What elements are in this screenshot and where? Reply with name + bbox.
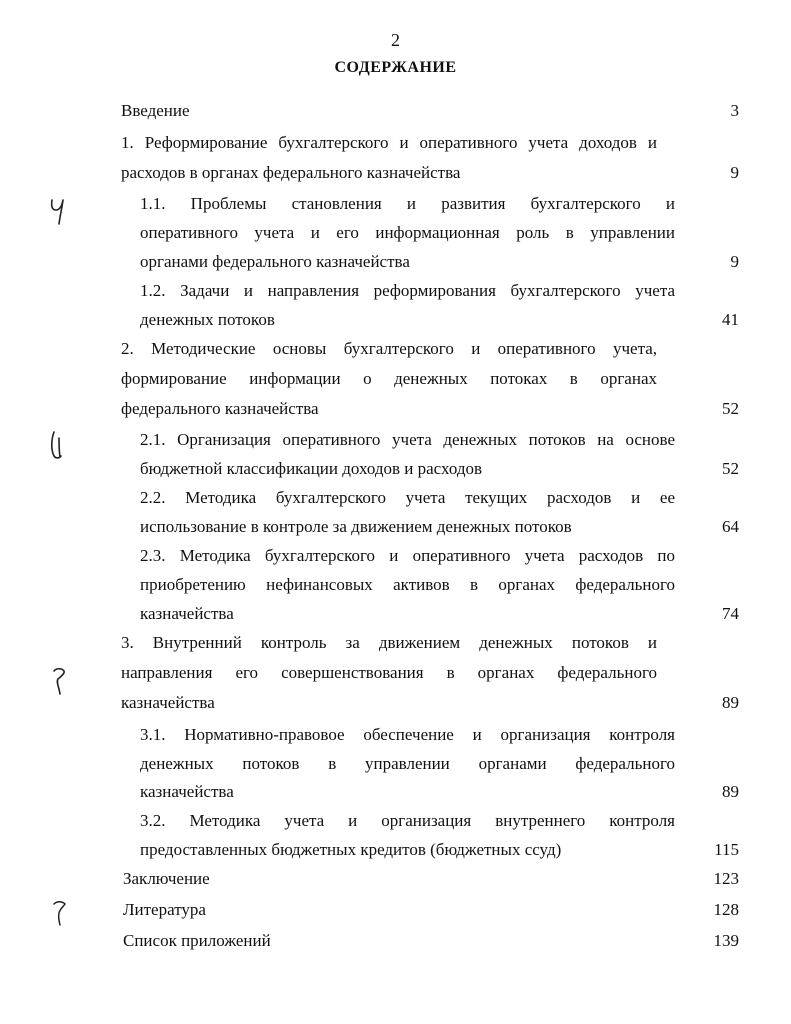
toc-entry-section-3-1-line-3: казначейства: [140, 782, 234, 801]
page-title: СОДЕРЖАНИЕ: [334, 59, 457, 76]
toc-entry-section-1-1-line-1: 1.1. Проблемы становления и развития бухгалтерского и: [140, 194, 675, 213]
toc-entry-section-2-3-line-3: казначейства: [140, 604, 234, 623]
toc-entry-chapter-1-line-2: расходов в органах федерального казначейства: [121, 163, 461, 182]
toc-entry-section-1-2-line-2: денежных потоков: [140, 310, 275, 329]
toc-entry-conclusion: Заключение: [123, 869, 210, 888]
toc-entry-chapter-2-line-1: 2. Методические основы бухгалтерского и оперативного учета,: [121, 339, 657, 358]
toc-entry-section-1-1-line-3: органами федерального казначейства: [140, 252, 410, 271]
toc-page-conclusion: 123: [713, 869, 739, 888]
toc-entry-chapter-3-line-1: 3. Внутренний контроль за движением денежных потоков и: [121, 633, 657, 652]
handwritten-margin-mark: [48, 896, 72, 930]
toc-page-literature: 128: [713, 900, 739, 919]
handwritten-margin-mark: [46, 428, 70, 462]
toc-page-appendices: 139: [713, 931, 739, 950]
toc-page-chapter-3: 89: [722, 693, 739, 712]
toc-entry-section-3-1-line-1: 3.1. Нормативно-правовое обеспечение и организация контроля: [140, 725, 675, 744]
toc-page-introduction: 3: [730, 101, 739, 120]
toc-entry-chapter-2-line-3: федерального казначейства: [121, 399, 319, 418]
toc-page-section-3-2: 115: [714, 840, 739, 859]
toc-entry-section-2-3-line-1: 2.3. Методика бухгалтерского и оперативного учета расходов по: [140, 546, 675, 565]
toc-entry-section-1-1-line-2: оперативного учета и его информационная роль в управлении: [140, 223, 675, 242]
toc-page-chapter-2: 52: [722, 399, 739, 418]
toc-page-section-2-1: 52: [722, 459, 739, 478]
toc-entry-introduction: Введение: [121, 101, 190, 120]
toc-entry-chapter-1-line-1: 1. Реформирование бухгалтерского и оперативного учета доходов и: [121, 133, 657, 152]
toc-page-section-1-1: 9: [730, 252, 739, 271]
toc-entry-chapter-3-line-2: направления его совершенствования в органах федерального: [121, 663, 657, 682]
page-number: 2: [391, 30, 400, 50]
toc-entry-section-1-2-line-1: 1.2. Задачи и направления реформирования бухгалтерского учета: [140, 281, 675, 300]
toc-entry-appendices: Список приложений: [123, 931, 271, 950]
toc-entry-section-3-2-line-1: 3.2. Методика учета и организация внутреннего контроля: [140, 811, 675, 830]
toc-page-section-3-1: 89: [722, 782, 739, 801]
toc-page-chapter-1: 9: [730, 163, 739, 182]
toc-entry-section-2-3-line-2: приобретению нефинансовых активов в органах федерального: [140, 575, 675, 594]
handwritten-margin-mark: [46, 194, 70, 228]
toc-entry-section-3-2-line-2: предоставленных бюджетных кредитов (бюджетных ссуд): [140, 840, 562, 859]
toc-entry-section-2-1-line-1: 2.1. Организация оперативного учета денежных потоков на основе: [140, 430, 675, 449]
toc-entry-section-3-1-line-2: денежных потоков в управлении органами федерального: [140, 754, 675, 773]
toc-page-section-2-3: 74: [722, 604, 739, 623]
toc-entry-chapter-2-line-2: формирование информации о денежных потоках в органах: [121, 369, 657, 388]
toc-entry-section-2-2-line-1: 2.2. Методика бухгалтерского учета текущих расходов и ее: [140, 488, 675, 507]
toc-entry-section-2-2-line-2: использование в контроле за движением денежных потоков: [140, 517, 572, 536]
toc-page-section-1-2: 41: [722, 310, 739, 329]
handwritten-margin-mark: [48, 664, 72, 698]
toc-entry-section-2-1-line-2: бюджетной классификации доходов и расходов: [140, 459, 483, 478]
toc-entry-literature: Литература: [123, 900, 206, 919]
toc-entry-chapter-3-line-3: казначейства: [121, 693, 215, 712]
toc-page-section-2-2: 64: [722, 517, 739, 536]
